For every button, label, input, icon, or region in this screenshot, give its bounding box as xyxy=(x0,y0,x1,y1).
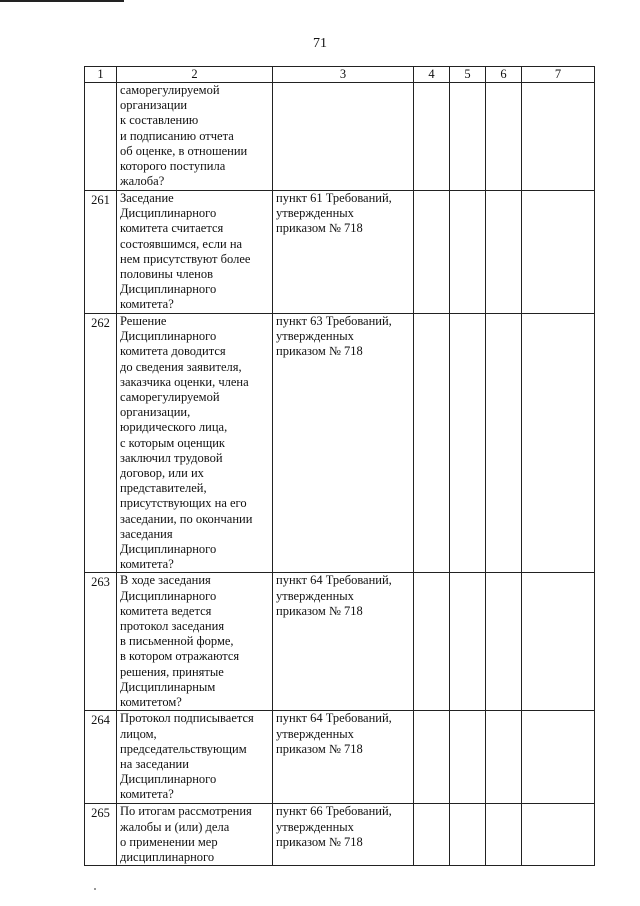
cell-col-4 xyxy=(414,711,450,804)
question-text: Протокол подписывается лицом, председательствующим на заседании Дисциплинарного комитета? xyxy=(117,711,273,804)
cell-col-7 xyxy=(522,804,595,866)
page-number: 71 xyxy=(313,36,327,51)
question-text: саморегулируемой организации к составлению и подписанию отчета об оценке, в отношении которого поступила жалоба? xyxy=(117,83,273,191)
row-number: 261 xyxy=(85,191,117,314)
question-text: В ходе заседания Дисциплинарного комитета ведется протокол заседания в письменной форме, в котором отражаются решения, принятые Дисциплинарным комитетом? xyxy=(117,573,273,711)
requirements-table xyxy=(84,66,595,866)
table-row xyxy=(85,191,595,314)
cell-col-7 xyxy=(522,314,595,573)
column-header-2: 2 xyxy=(117,67,273,83)
cell-col-4 xyxy=(414,804,450,866)
column-header-4: 4 xyxy=(414,67,450,83)
requirement-reference: пункт 61 Требований, утвержденных приказом № 718 xyxy=(273,191,414,314)
requirement-reference: пункт 64 Требований, утвержденных приказом № 718 xyxy=(273,711,414,804)
column-header-5: 5 xyxy=(450,67,486,83)
cell-col-5 xyxy=(450,314,486,573)
cell-col-5 xyxy=(450,83,486,191)
row-number: 263 xyxy=(85,573,117,711)
question-text: По итогам рассмотрения жалобы и (или) дела о применении мер дисциплинарного xyxy=(117,804,273,866)
cell-col-7 xyxy=(522,191,595,314)
cell-col-4 xyxy=(414,573,450,711)
cell-col-6 xyxy=(486,573,522,711)
cell-col-7 xyxy=(522,573,595,711)
cell-col-6 xyxy=(486,711,522,804)
cell-col-7 xyxy=(522,83,595,191)
row-number: 265 xyxy=(85,804,117,866)
table-header-row xyxy=(85,67,595,83)
row-number: 262 xyxy=(85,314,117,573)
scan-speck xyxy=(94,888,96,890)
cell-col-4 xyxy=(414,83,450,191)
table-row xyxy=(85,573,595,711)
column-header-7: 7 xyxy=(522,67,595,83)
table-row xyxy=(85,804,595,866)
column-header-1: 1 xyxy=(85,67,117,83)
row-number xyxy=(85,83,117,191)
requirement-reference xyxy=(273,83,414,191)
requirement-reference: пункт 64 Требований, утвержденных приказом № 718 xyxy=(273,573,414,711)
cell-col-7 xyxy=(522,711,595,804)
question-text: Решение Дисциплинарного комитета доводится до сведения заявителя, заказчика оценки, члена саморегулируемой организации, юридического лица, с которым оценщик заключил трудовой договор, или их представителей, присутствующих на его заседании, по окончании заседания Дисциплинарного комитета? xyxy=(117,314,273,573)
question-text: Заседание Дисциплинарного комитета считается состоявшимся, если на нем присутствуют более половины членов Дисциплинарного комитета? xyxy=(117,191,273,314)
requirement-reference: пункт 66 Требований, утвержденных приказом № 718 xyxy=(273,804,414,866)
cell-col-6 xyxy=(486,191,522,314)
column-header-6: 6 xyxy=(486,67,522,83)
table-row xyxy=(85,711,595,804)
cell-col-6 xyxy=(486,83,522,191)
cell-col-6 xyxy=(486,804,522,866)
cell-col-5 xyxy=(450,573,486,711)
requirement-reference: пункт 63 Требований, утвержденных приказом № 718 xyxy=(273,314,414,573)
cell-col-5 xyxy=(450,711,486,804)
cell-col-4 xyxy=(414,191,450,314)
row-number: 264 xyxy=(85,711,117,804)
cell-col-6 xyxy=(486,314,522,573)
table-row xyxy=(85,83,595,191)
cell-col-4 xyxy=(414,314,450,573)
cell-col-5 xyxy=(450,191,486,314)
table-row xyxy=(85,314,595,573)
cell-col-5 xyxy=(450,804,486,866)
column-header-3: 3 xyxy=(273,67,414,83)
top-rule xyxy=(0,0,124,2)
